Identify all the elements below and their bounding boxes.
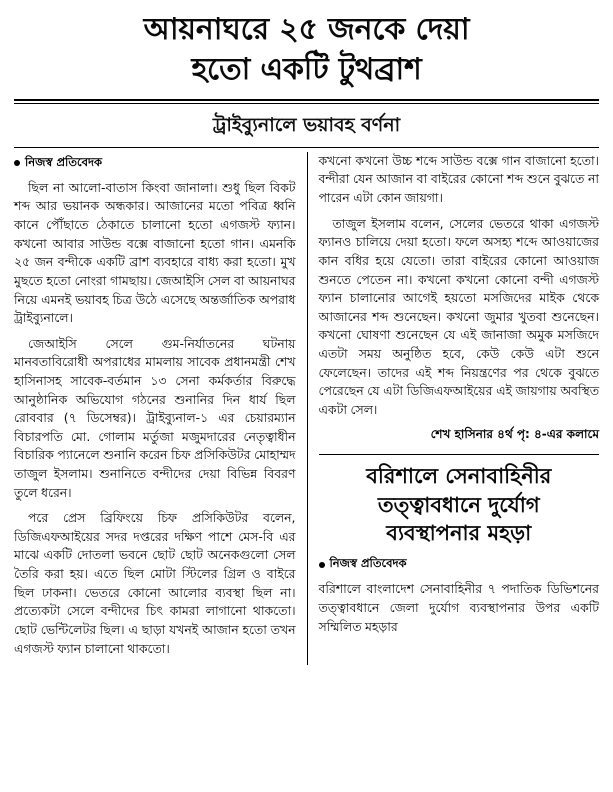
page-bottom-edge bbox=[0, 782, 613, 792]
bullet-icon bbox=[14, 160, 20, 166]
paragraph: তাজুল ইসলাম বলেন, সেলের ভেতরে থাকা এগজস্ট ফ্যানও চালিয়ে দেয়া হতো। ফলে অসহ্য শব্দে আওয়াজের কান বধির হয়ে যেতো। তারা বাইরের কোনো আওয়াজ শুনতে পেতেন না। কখনো কখনো কোনো বন্দী এগজস্ট ফ্যান চালানোর আগেই হয়তো মসজিদের মাইক থেকে আজানের শব্দ শুনেছেন। কখনো জুমার খুতবা শুনেছেন। কখনো ঘোষণা শুনেছেন যে এই জানাজা অমুক মসজিদে এতটা সময় অনুষ্ঠিত হবে, কেউ কেউ এটা শুনে ফেলেছেন। তাদের এই শব্দ নিয়ন্ত্রণের পর থেকে বুঝতে পেরেছেন যে এটা ডিজিএফআইয়ের এই জায়গায় অবস্থিত একটা সেল। bbox=[318, 215, 599, 417]
paragraph: পরে প্রেস ব্রিফিংয়ে চিফ প্রসিকিউটর বলেন, ডিজিএফআইয়ের সদর দপ্তরের দক্ষিণ পাশে মেস-বি এর মাঝে একটি দোতলা ভবনে ছোট ছোট অনেকগুলো সেল তৈরি করা হয়। এতে ছিল মোটা স্টিলের গ্রিল ও বাইরে ছিল ঢাকনা। ভেতরে কোনো আলোর ব্যবস্থা ছিল না। প্রত্যেকটা সেলে বন্দীদের চিৎ কামরা লাগানো থাকতো। ছোট ভেন্টিলেটর ছিল। এ ছাড়া যখনই আজান হতো তখন এগজস্ট ফ্যান চালানো থাকতো। bbox=[14, 510, 296, 656]
paragraph: কখনো কখনো উচ্চ শব্দে সাউন্ড বক্সে গান বাজানো হতো। বন্দীরা যেন আজান বা বাইরের কোনো শব্দ শুনে বুঝতে না পারেন এটা কোন জায়গা। bbox=[318, 152, 599, 206]
headline2-line-3: ব্যবস্থাপনার মহড়া bbox=[386, 521, 532, 546]
headline2-line-2: তত্ত্বাবধানে দুর্যোগ bbox=[377, 492, 540, 517]
sub-headline: ট্রাইব্যুনালে ভয়াবহ বর্ণনা bbox=[212, 114, 401, 137]
divider-thick bbox=[14, 99, 599, 101]
byline-label: নিজস্ব প্রতিবেদক bbox=[329, 556, 407, 571]
paragraph: ছিল না আলো-বাতাস কিংবা জানালা। শুধু ছিল বিকট শব্দ আর ভয়ানক অন্ধকার। আজানের মতো পবিত্র ধ্বনি কানে পৌঁছাতে ঠেকাতে চালানো হতো এগজস্ট ফ্যান। কখনো আবার সাউন্ড বক্সে বাজানো হতো গান। এমনকি ২৫ জন বন্দীকে একটি ব্রাশ ব্যবহারে বাধ্য করা হতো। মুখ মুছতে হতো নোংরা গামছায়। জেআইসি সেল বা আয়নাঘর নিয়ে এমনই ভয়াবহ চিত্র উঠে এসেছে অন্তর্জাতিক অপরাধ ট্রাইব্যুনালে। bbox=[14, 179, 296, 326]
column-left bbox=[14, 152, 307, 665]
column-right bbox=[307, 152, 600, 665]
headline-line-2: হতো একটি টুথব্রাশ bbox=[191, 51, 422, 87]
paragraph: বরিশালে বাংলাদেশ সেনাবাহিনীর ৭ পদাতিক ডিভিশনের তত্ত্বাবধানে জেলা দুর্যোগ ব্যবস্থাপনার উপর একটি সম্মিলিত মহড়ার bbox=[318, 581, 599, 634]
headline-line-1: আয়নাঘরে ২৫ জনকে দেয়া bbox=[143, 12, 470, 47]
bullet-icon bbox=[319, 562, 325, 568]
second-story-title bbox=[319, 455, 600, 553]
article-columns bbox=[14, 152, 599, 665]
divider-thin-2 bbox=[14, 147, 599, 148]
byline-second bbox=[319, 555, 600, 574]
headline2-line-1: বরিশালে সেনাবাহিনীর bbox=[366, 464, 552, 489]
continuation-reference[interactable]: শেখ হাসিনার ৪র্থ পৃ: ৪-এর কলামে bbox=[430, 427, 599, 442]
page-title bbox=[14, 8, 599, 93]
byline-main bbox=[14, 154, 296, 173]
paragraph: জেআইসি সেলে গুম-নির্যাতনের ঘটনায় মানবতাবিরোধী অপরাধের মামলায় সাবেক প্রধানমন্ত্রী শেখ হাসিনাসহ সাবেক-বর্তমান ১৩ সেনা কর্মকর্তার বিরুদ্ধে আনুষ্ঠানিক অভিযোগ গঠনের শুনানির দিন ধার্য ছিল রোববার (৭ ডিসেম্বর)। ট্রাইব্যুনাল-১ এর চেয়ারম্যান বিচারপতি মো. গোলাম মর্তুজা মজুমদারের নেতৃত্বাধীন বিচারিক প্যানেলে শুনানি করেন চিফ প্রসিকিউটর মোহাম্মদ তাজুল ইসলাম। শুনানিতে বন্দীদের দেয়া বিভিন্ন বিবরণ তুলে ধরেন। bbox=[14, 335, 296, 500]
byline-label: নিজস্ব প্রতিবেদক bbox=[25, 154, 103, 169]
